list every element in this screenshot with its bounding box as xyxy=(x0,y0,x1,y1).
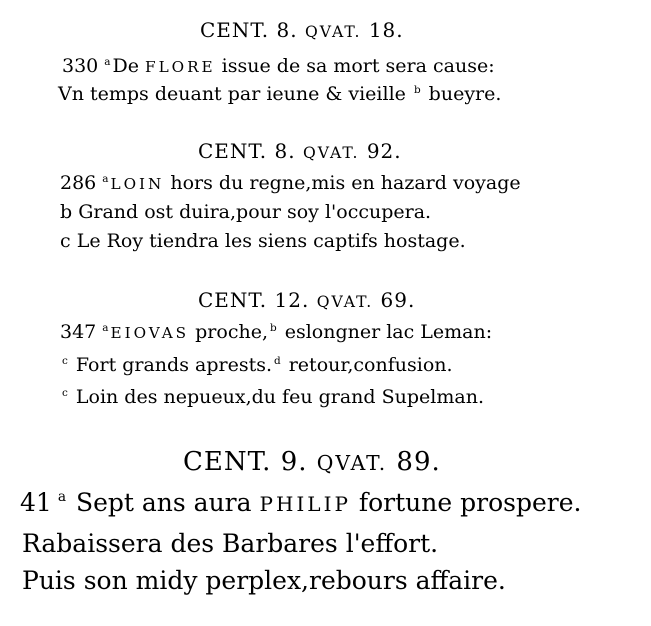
verse-caps: FLORE xyxy=(145,58,216,76)
verse-number: 347 xyxy=(60,321,97,343)
note-mark: a xyxy=(102,321,109,334)
note-mark: b xyxy=(269,321,277,334)
note-mark: a xyxy=(102,172,109,185)
quatrain-heading xyxy=(183,447,441,477)
quatrain-heading xyxy=(198,139,402,163)
note-mark: b xyxy=(413,83,421,96)
heading-quat: QVAT. xyxy=(304,23,362,41)
heading-cent-number: 12. xyxy=(274,288,310,312)
verse-text: Sept ans aura xyxy=(68,488,260,517)
quatrain-heading xyxy=(198,288,415,312)
verse-text: hors du regne,mis en hazard voyage xyxy=(164,172,521,194)
line-letter: b xyxy=(60,201,73,223)
line-letter: c xyxy=(60,230,71,252)
note-mark: d xyxy=(274,354,281,367)
verse-line xyxy=(60,172,521,194)
verse-text: Fort grands aprests. xyxy=(69,354,272,376)
heading-quat-number: 92. xyxy=(366,139,402,163)
verse-line xyxy=(60,386,484,408)
verse-text: retour,confusion. xyxy=(282,354,453,376)
verse-text: Loin des nepueux,du feu grand Supelman. xyxy=(69,386,484,408)
verse-text: Vn temps deuant par ieune & vieille xyxy=(58,83,412,105)
heading-cent-number: 9. xyxy=(280,447,308,477)
verse-caps: EIOVAS xyxy=(110,324,190,342)
verse-text: Le Roy tiendra les siens captifs hostage. xyxy=(70,230,466,252)
heading-quat: QVAT. xyxy=(316,451,388,475)
verse-caps: PHILIP xyxy=(259,492,351,516)
heading-cent-number: 8. xyxy=(274,139,296,163)
verse-text: Grand ost duira,pour soy l'occupera. xyxy=(72,201,432,223)
verse-line xyxy=(22,566,506,595)
heading-quat-number: 69. xyxy=(380,288,416,312)
verse-line xyxy=(62,55,495,77)
verse-line xyxy=(60,321,492,343)
verse-number: 330 xyxy=(62,55,99,77)
heading-cent: CENT. xyxy=(200,18,270,42)
verse-line xyxy=(60,201,431,223)
heading-cent-number: 8. xyxy=(276,18,298,42)
verse-number: 41 xyxy=(20,488,52,517)
verse-text: De xyxy=(112,55,146,77)
verse-text: bueyre. xyxy=(422,83,502,105)
heading-cent: CENT. xyxy=(198,288,268,312)
verse-line xyxy=(60,354,453,376)
verse-line xyxy=(58,83,501,105)
verse-text: Puis son midy perplex,rebours affaire. xyxy=(22,566,506,595)
heading-quat: QVAT. xyxy=(316,293,374,311)
verse-text: Rabaissera des Barbares l'effort. xyxy=(22,529,439,558)
note-mark: a xyxy=(104,55,111,68)
verse-line xyxy=(20,488,581,517)
verse-text: proche, xyxy=(189,321,268,343)
verse-line xyxy=(22,529,438,558)
verse-text: eslongner lac Leman: xyxy=(278,321,493,343)
note-mark: c xyxy=(62,386,68,399)
heading-quat-number: 18. xyxy=(368,18,404,42)
heading-quat: QVAT. xyxy=(302,144,360,162)
heading-quat-number: 89. xyxy=(396,447,441,477)
verse-text: issue de sa mort sera cause: xyxy=(215,55,495,77)
note-mark: a xyxy=(57,489,67,506)
verse-text: fortune prospere. xyxy=(350,488,582,517)
heading-cent: CENT. xyxy=(183,447,272,477)
quatrain-heading xyxy=(200,18,404,42)
heading-cent: CENT. xyxy=(198,139,268,163)
verse-line xyxy=(60,230,466,252)
verse-number: 286 xyxy=(60,172,97,194)
note-mark: c xyxy=(62,354,68,367)
verse-caps: LOIN xyxy=(110,175,165,193)
